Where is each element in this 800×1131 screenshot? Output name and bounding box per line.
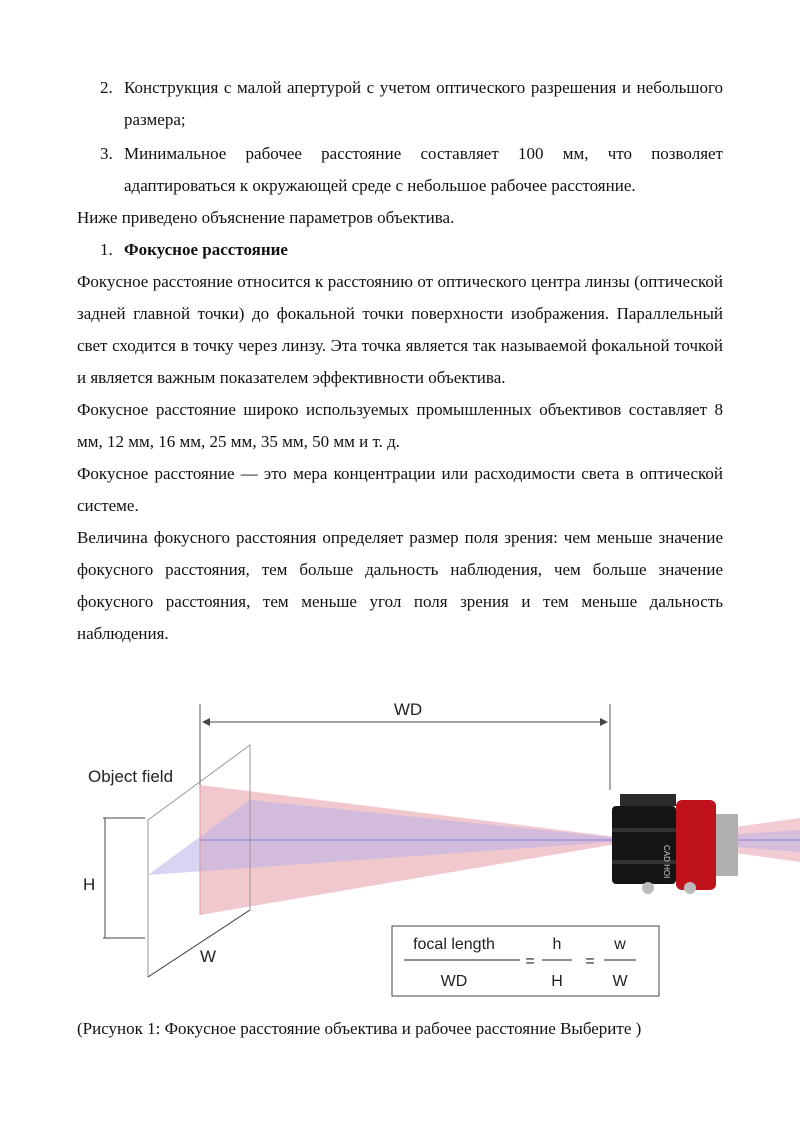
paragraph-2: Фокусное расстояние широко используемых промышленных объективов составляет 8 мм, 12 мм, 16 мм, 25 мм, 35 мм, 50 мм и т. д. [77, 400, 723, 451]
formula-equals-2: = [585, 953, 595, 970]
list-item-text: Конструкция с малой апертурой с учетом оптического разрешения и небольшого размера; [124, 78, 723, 129]
section-title: Фокусное расстояние [124, 240, 288, 259]
formula-equals-1: = [525, 953, 535, 970]
intro-text: Ниже приведено объяснение параметров объектива. [77, 208, 455, 227]
paragraph-3: Фокусное расстояние — это мера концентрации или расходимости света в оптической системе. [77, 464, 723, 515]
figure-caption: (Рисунок 1: Фокусное расстояние объектива и рабочее расстояние Выберите ) [77, 1019, 642, 1038]
w-dimension [148, 910, 250, 977]
formula-numerator-3: w [614, 936, 626, 953]
formula-denominator-2: H [551, 973, 563, 990]
wd-dimension [200, 700, 610, 790]
list-item-3: 3. Минимальное рабочее расстояние составляет 100 мм, что позволяет адаптироваться к окружающей среде с небольшое рабочее расстояние. [100, 144, 723, 195]
formula-denominator-1: WD [440, 973, 468, 990]
w-label: W [200, 947, 217, 966]
section-heading: 1. Фокусное расстояние [100, 240, 288, 259]
h-dimension [83, 818, 145, 938]
lens-icon [612, 794, 738, 894]
wd-label: WD [393, 700, 423, 719]
paragraph-4: Величина фокусного расстояния определяет размер поля зрения: чем меньше значение фокусного расстояния, тем больше дальность наблюдения, чем больше значение фокусного расстояния, тем меньше угол поля зрения и тем меньше дальность наблюдения. [77, 528, 723, 643]
formula-denominator-3: W [612, 973, 628, 990]
focal-length-diagram [0, 690, 800, 1010]
formula-numerator-1: focal length [413, 936, 495, 953]
paragraph-1: Фокусное расстояние относится к расстоянию от оптического центра линзы (оптической задней главной точки) до фокальной точки поверхности изображения. Параллельный свет сходится в точку через линзу. Эта точка является так называемой фокальной точкой и является важным показателем эффективности объектива. [77, 272, 723, 387]
lens-brand-text: CAD HOI [662, 845, 671, 879]
formula-numerator-2: h [552, 936, 562, 953]
list-item-text: Минимальное рабочее расстояние составляет 100 мм, что позволяет адаптироваться к окружающей среде с небольшое рабочее расстояние. [124, 144, 723, 195]
formula-box [392, 926, 659, 996]
object-field-label: Object field [88, 767, 174, 786]
list-item-2: 2. Конструкция с малой апертурой с учетом оптического разрешения и небольшого размера; [100, 78, 723, 129]
h-label: H [83, 875, 96, 894]
